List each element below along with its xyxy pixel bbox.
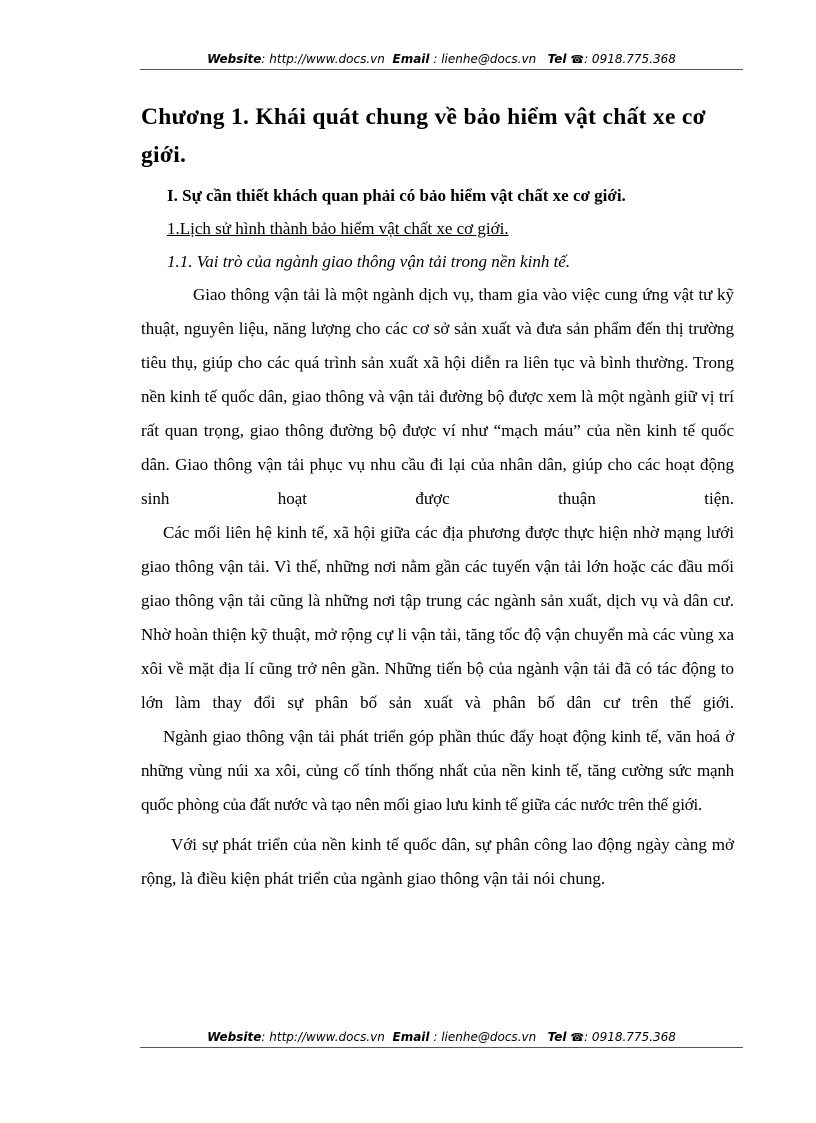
header-tel-value: : 0918.775.368 <box>584 52 676 66</box>
page-header <box>140 51 743 70</box>
section-heading: I. Sự cần thiết khách quan phải có bảo hiểm vật chất xe cơ giới. <box>167 186 626 205</box>
footer-email-label: Email <box>392 1030 430 1044</box>
phone-icon: ☎ <box>570 1031 585 1044</box>
header-website-link[interactable]: : http://www.docs.vn <box>261 52 385 66</box>
footer-tel-label: Tel <box>547 1030 567 1044</box>
header-email-link[interactable]: : lienhe@docs.vn <box>433 52 537 66</box>
header-tel-label: Tel <box>547 52 567 66</box>
header-email-label: Email <box>392 52 430 66</box>
header-website-label: Website <box>207 52 262 66</box>
paragraph-labor-division: Với sự phát triển của nền kinh tế quốc dân, sự phân công lao động ngày càng mở rộng, là điều kiện phát triển của ngành giao thông vận tải nói chung. <box>141 835 734 888</box>
subsection-heading: 1.Lịch sử hình thành bảo hiểm vật chất xe cơ giới. <box>167 219 509 238</box>
footer-email-link[interactable]: : lienhe@docs.vn <box>433 1030 537 1044</box>
paragraph-economic-links: Các mối liên hệ kinh tế, xã hội giữa các địa phương được thực hiện nhờ mạng lưới giao thông vận tải. Vì thế, những nơi nằm gần các tuyến vận tải lớn hoặc các đầu mối giao thông vận tải cũng là những nơi tập trung các ngành sản xuất, dịch vụ và dân cư. Nhờ hoàn thiện kỹ thuật, mở rộng cự li vận tải, tăng tốc độ vận chuyển mà các vùng xa xôi về mặt địa lí cũng trở nên gần. Những tiến bộ của ngành vận tải đã có tác động to lớn làm thay đổi sự phân bố sản xuất và phân bố dân cư trên thế giới. <box>141 523 734 712</box>
phone-icon: ☎ <box>570 53 585 66</box>
chapter-title: Chương 1. Khái quát chung về bảo hiểm vật chất xe cơ giới. <box>141 104 706 168</box>
page-footer <box>140 1029 743 1048</box>
paragraph-transport-role: Giao thông vận tải là một ngành dịch vụ, tham gia vào việc cung ứng vật tư kỹ thuật, nguyên liệu, năng lượng cho các cơ sở sản xuất và đưa sản phẩm đến thị trường tiêu thụ, giúp cho các quá trình sản xuất xã hội diễn ra liên tục và bình thường. Trong nền kinh tế quốc dân, giao thông và vận tải đường bộ được xem là một ngành giữ vị trí rất quan trọng, giao thông đường bộ được ví như “mạch máu” của nền kinh tế quốc dân. Giao thông vận tải phục vụ nhu cầu đi lại của nhân dân, giúp cho các hoạt động sinh hoạt được thuận tiện. <box>141 285 734 508</box>
footer-website-label: Website <box>207 1030 262 1044</box>
paragraph-development: Ngành giao thông vận tải phát triển góp phần thúc đẩy hoạt động kinh tế, văn hoá ở những vùng núi xa xôi, củng cố tính thống nhất của nền kinh tế, tăng cường sức mạnh quốc phòng của đất nước và tạo nên mối giao lưu kinh tế giữa các nước trên thế giới. <box>141 727 734 814</box>
footer-website-link[interactable]: : http://www.docs.vn <box>261 1030 385 1044</box>
document-body <box>141 98 734 896</box>
sub-subsection-heading: 1.1. Vai trò của ngành giao thông vận tải trong nền kinh tế. <box>167 252 571 271</box>
footer-tel-value: : 0918.775.368 <box>584 1030 676 1044</box>
